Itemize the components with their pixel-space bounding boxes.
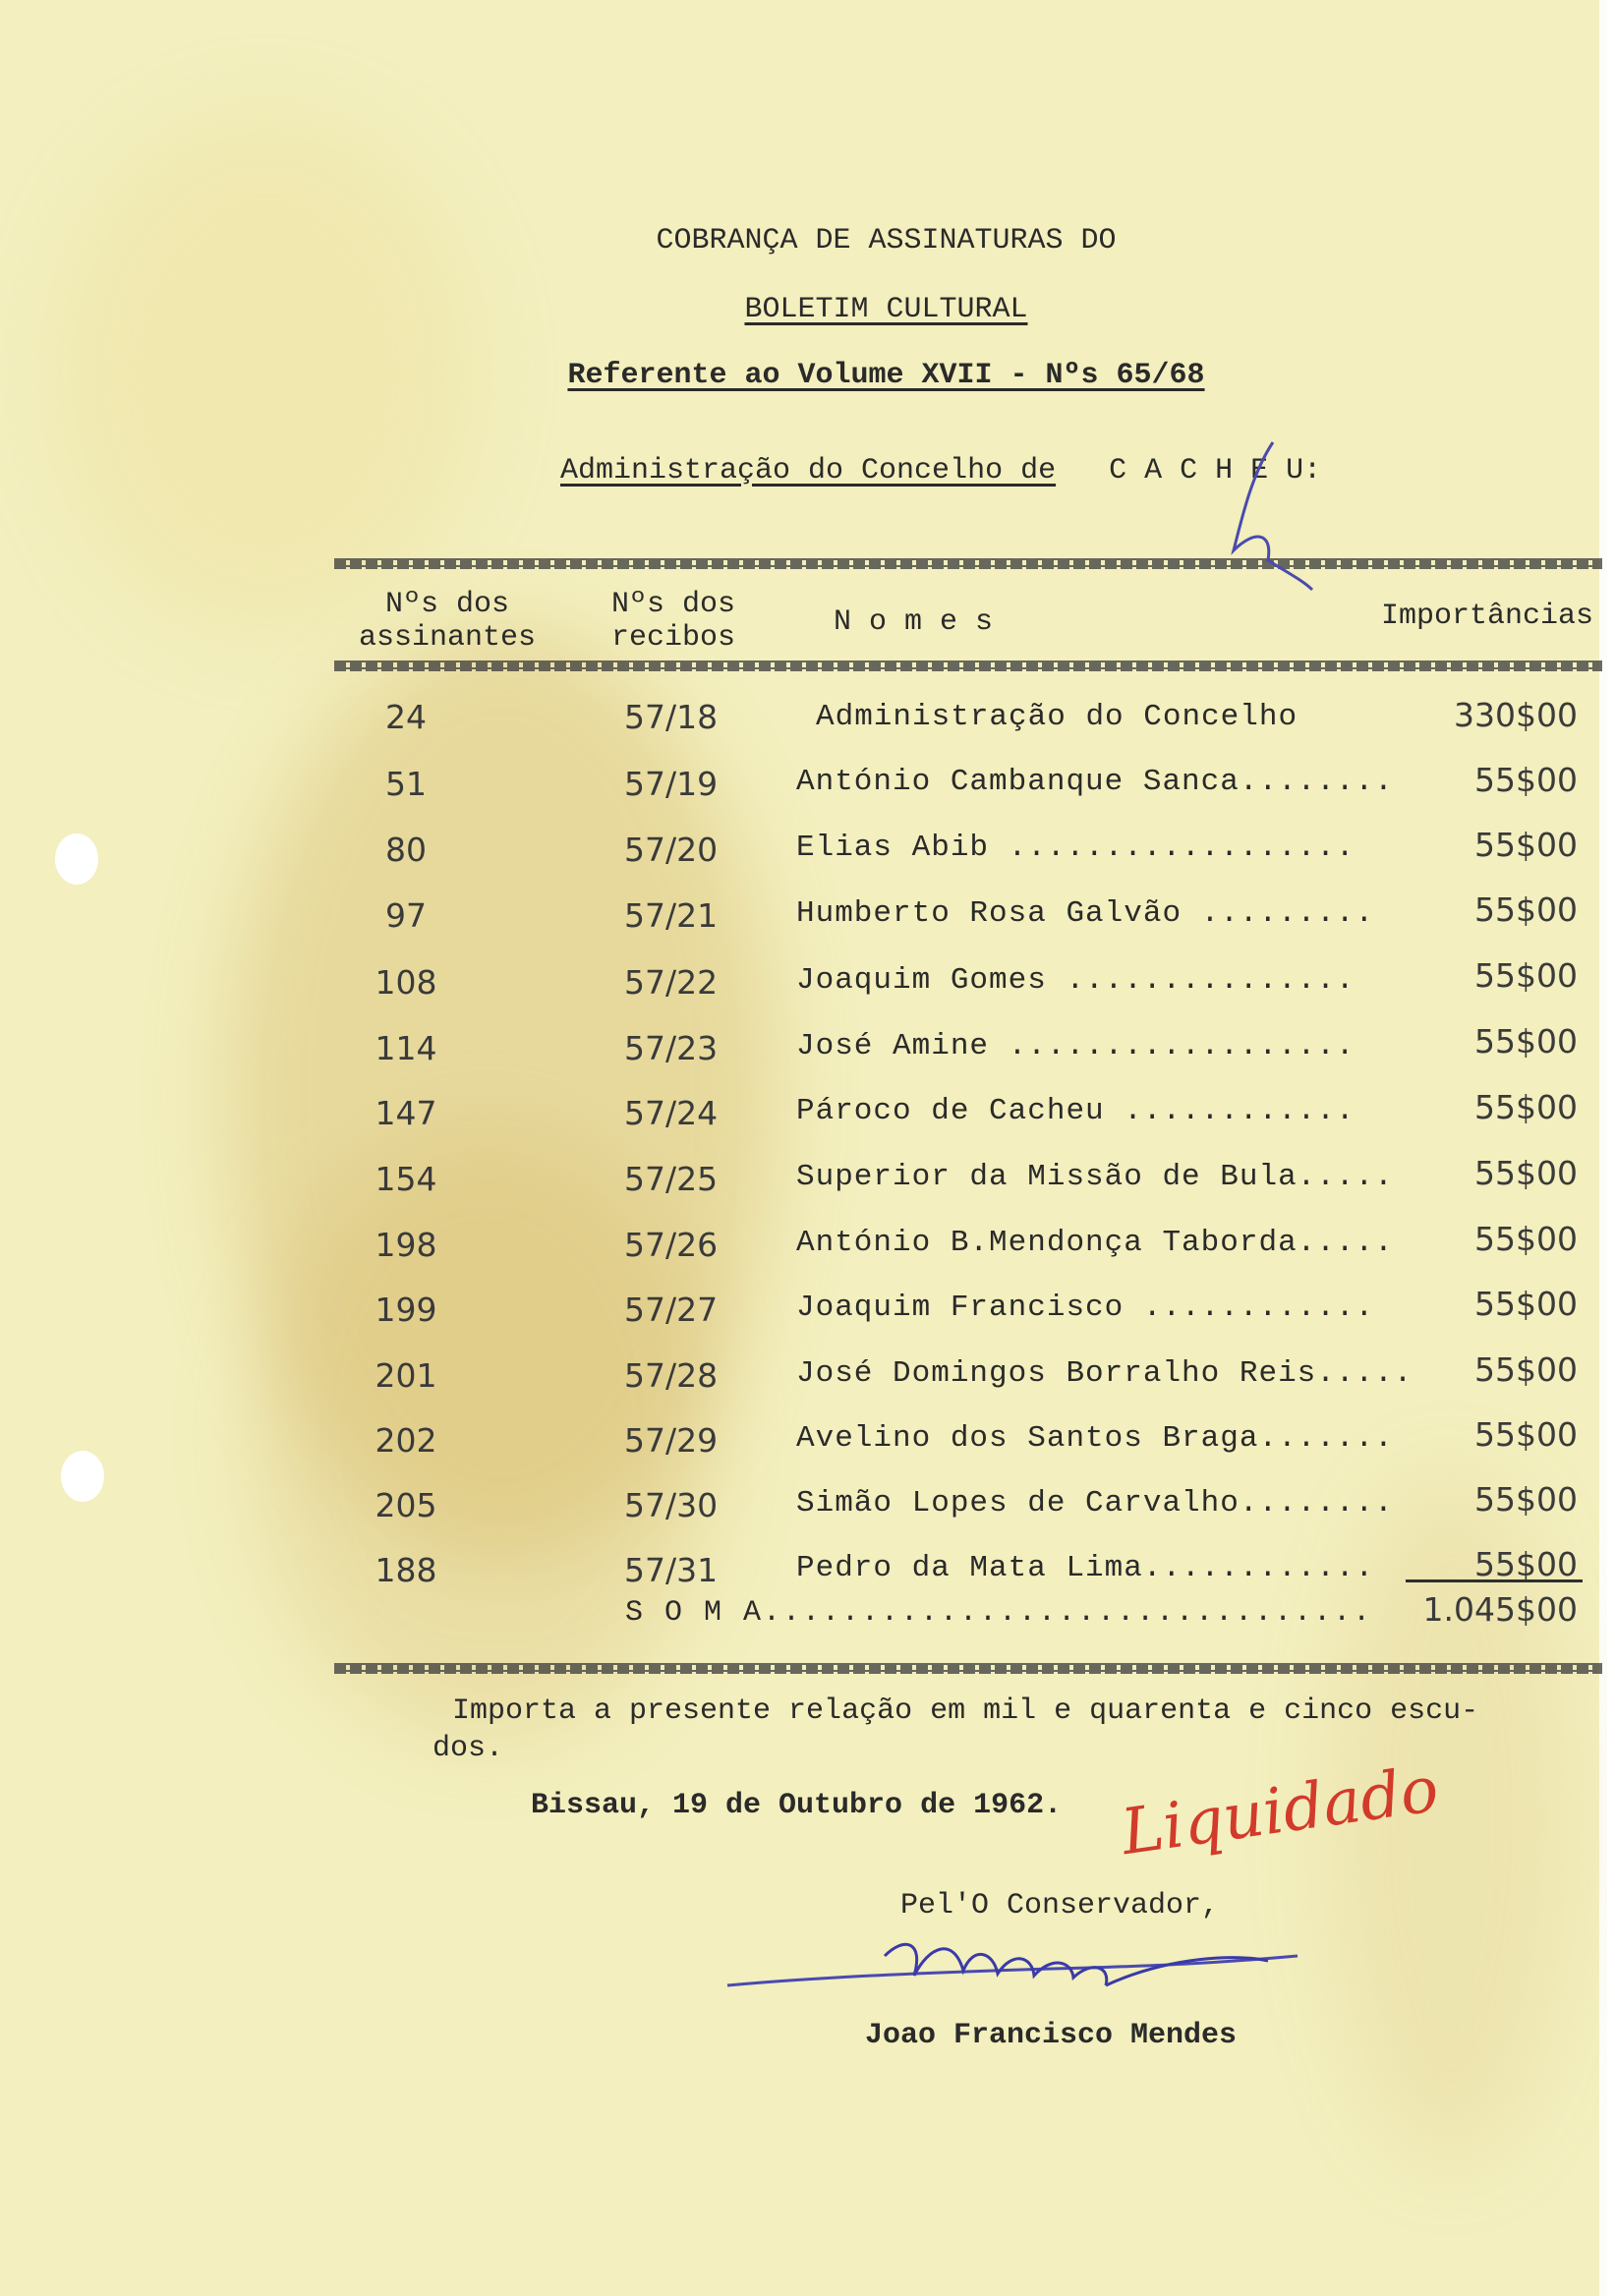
assinante-number: 205 [375,1486,437,1524]
rule-header-bottom [334,660,1602,671]
assinante-number: 201 [375,1356,437,1395]
subscriber-name: Administração do Concelho [816,700,1298,734]
recibo-number: 57/19 [624,765,719,803]
col-header-importancias: Importâncias [1381,600,1594,633]
assinante-number: 154 [375,1160,437,1198]
col-header-nomes: N o m e s [834,605,994,639]
amount: 55$00 [1474,890,1578,929]
assinante-number: 97 [385,896,427,935]
amount: 55$00 [1474,1545,1578,1583]
subscriber-name: Elias Abib .................. [796,831,1355,865]
concelho-place: C A C H E U: [1109,454,1322,488]
title-line-1: COBRANÇA DE ASSINATURAS DO [656,224,1117,258]
assinante-number: 51 [385,765,427,803]
recibo-number: 57/31 [624,1551,719,1589]
amount: 55$00 [1474,1350,1578,1389]
signer-name: Joao Francisco Mendes [865,2019,1238,2052]
recibo-number: 57/22 [624,963,719,1002]
rule-bottom [334,1663,1602,1674]
soma-label: S O M A............................... [625,1596,1373,1630]
assinante-number: 80 [385,831,427,869]
amount: 55$00 [1474,1154,1578,1192]
recibo-number: 57/27 [624,1291,719,1329]
amount: 55$00 [1474,1480,1578,1519]
amount: 55$00 [1474,1415,1578,1454]
amount: 55$00 [1474,956,1578,995]
importa-line-1: Importa a presente relação em mil e quarenta e cinco escu- [452,1694,1479,1728]
punch-hole [55,833,98,885]
recibo-number: 57/28 [624,1356,719,1395]
subscriber-name: Superior da Missão de Bula..... [796,1160,1394,1194]
subscriber-name: Avelino dos Santos Braga....... [796,1421,1394,1456]
subscriber-name: Pedro da Mata Lima............ [796,1551,1375,1585]
assinante-number: 24 [385,698,427,736]
amount: 330$00 [1454,696,1578,734]
subscriber-name: António Cambanque Sanca........ [796,765,1394,799]
subscriber-name: Joaquim Francisco ............ [796,1291,1375,1325]
amount: 55$00 [1474,1022,1578,1061]
amount: 55$00 [1474,1220,1578,1258]
recibo-number: 57/23 [624,1029,719,1067]
importa-line-2: dos. [433,1732,504,1765]
amount: 55$00 [1474,826,1578,864]
signature-image [718,1917,1307,2025]
subscriber-name: Simão Lopes de Carvalho........ [796,1486,1394,1521]
conservador-label: Pel'O Conservador, [900,1889,1220,1923]
assinante-number: 108 [375,963,437,1002]
subtotal-rule [1406,1579,1583,1582]
assinante-number: 188 [375,1551,437,1589]
subscriber-name: António B.Mendonça Taborda..... [796,1226,1394,1260]
recibo-number: 57/25 [624,1160,719,1198]
subscriber-name: Pároco de Cacheu ............ [796,1094,1355,1128]
amount: 55$00 [1474,1285,1578,1323]
amount: 55$00 [1474,761,1578,799]
title-line-3: Referente ao Volume XVII - Nºs 65/68 [567,359,1205,392]
recibo-number: 57/29 [624,1421,719,1460]
col-header-assinantes: Nºs dos assinantes [358,588,537,655]
liquidado-annotation: Liquidado [1117,1752,1443,1870]
subscriber-name: José Amine .................. [796,1029,1355,1063]
col-header-recibos: Nºs dos recibos [610,588,736,655]
recibo-number: 57/18 [624,698,719,736]
subscriber-name: José Domingos Borralho Reis..... [796,1356,1413,1391]
assinante-number: 114 [375,1029,437,1067]
title-line-2: BOLETIM CULTURAL [744,293,1028,326]
subscriber-name: Joaquim Gomes ............... [796,963,1355,998]
soma-total: 1.045$00 [1422,1590,1578,1629]
recibo-number: 57/26 [624,1226,719,1264]
recibo-number: 57/20 [624,831,719,869]
mark-icon [1214,432,1322,600]
recibo-number: 57/24 [624,1094,719,1132]
date-line: Bissau, 19 de Outubro de 1962. [531,1789,1063,1822]
page-edge [1599,0,1607,2296]
recibo-number: 57/30 [624,1486,719,1524]
recibo-number: 57/21 [624,896,719,935]
assinante-number: 198 [375,1226,437,1264]
assinante-number: 202 [375,1421,437,1460]
punch-hole [61,1451,104,1502]
subscriber-name: Humberto Rosa Galvão ......... [796,896,1375,931]
concelho-label: Administração do Concelho de [560,454,1057,488]
rule-top [334,558,1602,569]
assinante-number: 147 [375,1094,437,1132]
amount: 55$00 [1474,1088,1578,1126]
assinante-number: 199 [375,1291,437,1329]
concelho-line [560,454,1321,488]
